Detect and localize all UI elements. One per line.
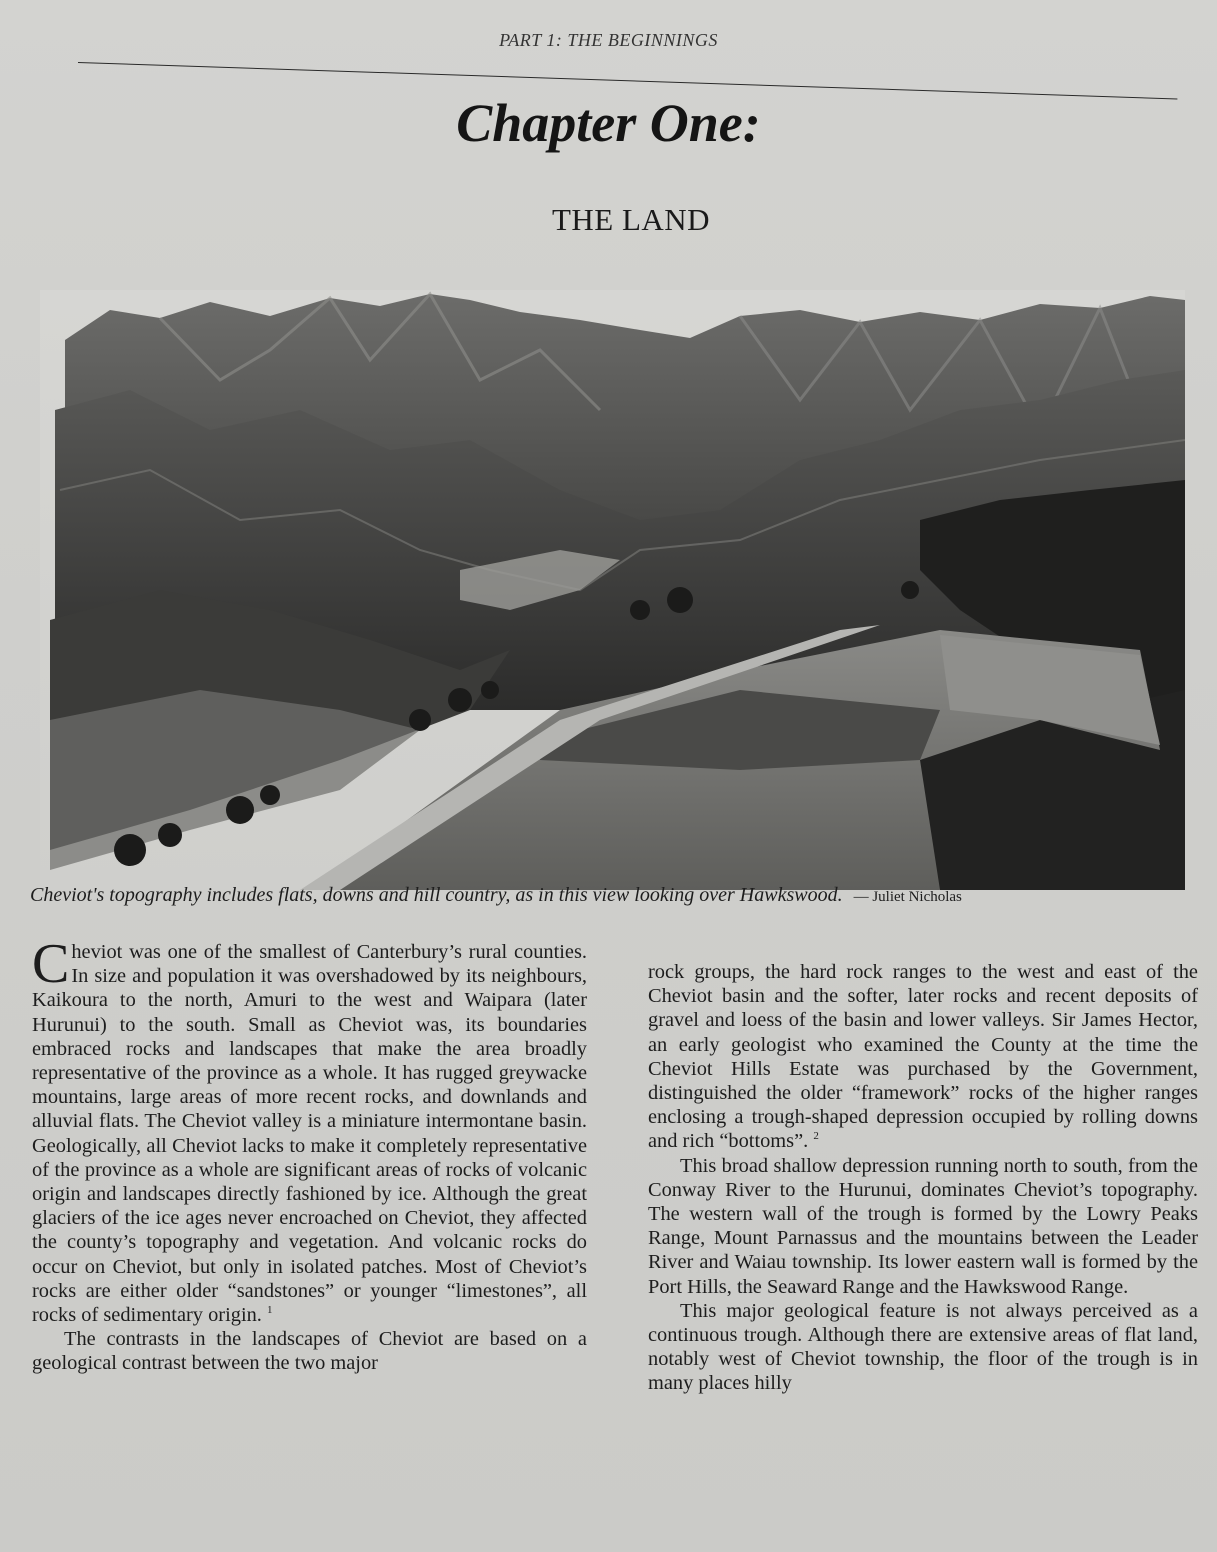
caption-text: Cheviot's topography includes flats, downs and hill country, as in this view looking over Hawkswood. bbox=[30, 884, 843, 906]
paragraph: The contrasts in the landscapes of Cheviot are based on a geological contrast between the two major bbox=[32, 1328, 587, 1375]
right-column bbox=[648, 960, 1198, 1396]
chapter-title: Chapter One: bbox=[456, 93, 761, 153]
paragraph-text: heviot was one of the smallest of Canterbury’s rural counties. In size and population it was overshadowed by its neighbours, Kaikoura to the north, Amuri to the west and Waipara (later Hurunui) to the south. Small as Cheviot was, its boundaries embraced rocks and landscapes that make the area broadly representative of the province as a whole. It has rugged greywacke mountains, large areas of more recent rocks, and downlands and alluvial flats. The Cheviot valley is a miniature intermontane basin. Geologically, all Cheviot lacks to make it completely representative of the province as a whole are significant areas of rocks of volcanic origin and landscapes directly fashioned by ice. Although the great glaciers of the ice ages never encroached on Cheviot, they affected the county’s topography and vegetation. And volcanic rocks do occur on Cheviot, but only in isolated patches. Most of Cheviot’s rocks are either older “sandstones” or younger “limestones”, all rocks of sedimentary origin. bbox=[32, 941, 587, 1327]
footnote-ref: 2 bbox=[813, 1130, 819, 1143]
paragraph: This broad shallow depression running north to south, from the Conway River to the Hurunui, dominates Cheviot’s topography. The western wall of the trough is formed by the Lowry Peaks Range, Mount Parnassus and the mountains between the Leader River and Waiau township. Its lower eastern wall is formed by the Port Hills, the Seaward Range and the Hawkswood Range. bbox=[648, 1154, 1198, 1298]
photo-caption bbox=[30, 884, 1200, 907]
drop-cap: C bbox=[32, 933, 70, 995]
paragraph bbox=[648, 960, 1198, 1154]
left-column bbox=[32, 933, 587, 1376]
caption-credit: — Juliet Nicholas bbox=[853, 889, 962, 905]
paragraph: This major geological feature is not always perceived as a continuous trough. Although there are extensive areas of flat land, notably west of Cheviot township, the floor of the trough is in many places hilly bbox=[648, 1299, 1198, 1395]
landscape-photo-icon bbox=[40, 290, 1185, 890]
running-head: PART 1: THE BEGINNINGS bbox=[499, 30, 718, 50]
paragraph bbox=[32, 933, 587, 1327]
chapter-subtitle: THE LAND bbox=[551, 202, 711, 237]
footnote-ref: 1 bbox=[267, 1304, 273, 1317]
paragraph-text: rock groups, the hard rock ranges to the west and east of the Cheviot basin and the softer, later rocks and recent deposits of gravel and loess of the basin and lower valleys. Sir James Hector, an early geologist who examined the County at the time the Cheviot Hills Estate was purchased by the Government, distinguished the older “framework” rocks of the higher ranges enclosing a trough-shaped depression occupied by rolling downs and rich “bottoms”. bbox=[648, 961, 1198, 1153]
